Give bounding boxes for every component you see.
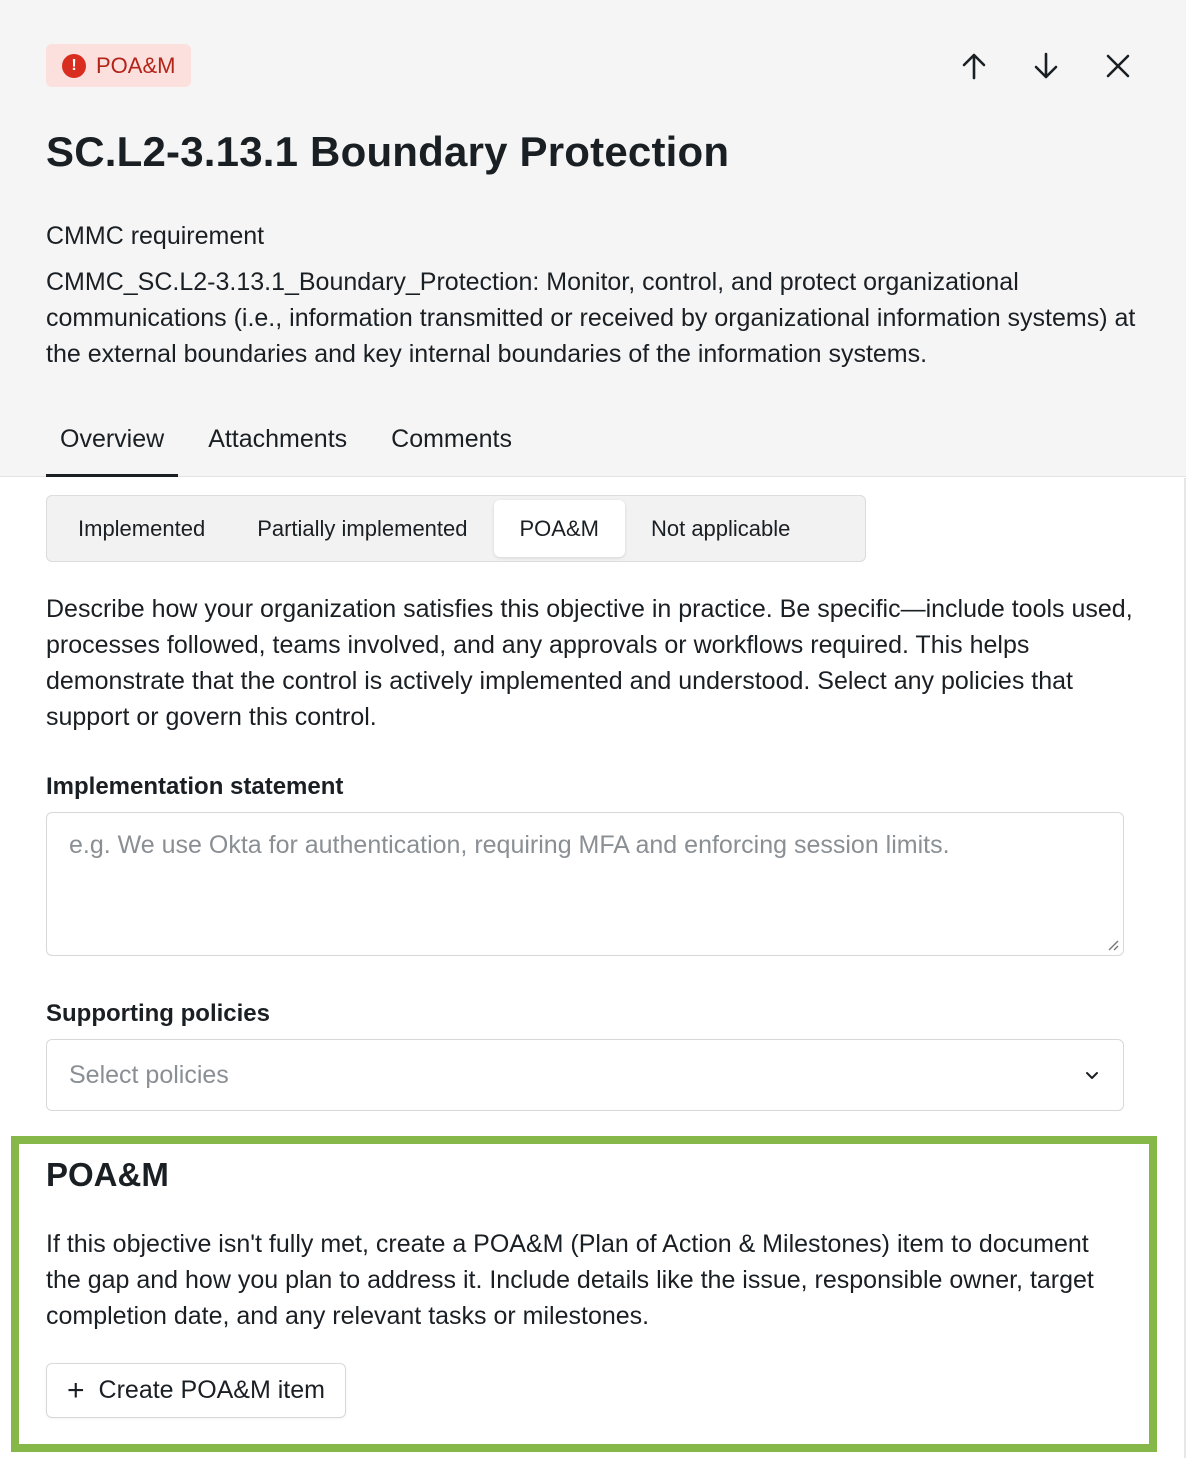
response-selector — [46, 495, 866, 562]
panel-header — [0, 0, 1186, 477]
create-poam-item-label: Create POA&M item — [98, 1376, 325, 1404]
requirement-label: CMMC requirement — [46, 222, 265, 250]
supporting-policies-select[interactable] — [46, 1039, 1124, 1111]
arrow-down-icon[interactable] — [1028, 48, 1064, 84]
status-badge — [46, 44, 191, 87]
response-option-partially-implemented[interactable]: Partially implemented — [257, 515, 468, 541]
page-title: SC.L2-3.13.1 Boundary Protection — [46, 128, 730, 175]
create-poam-item-button[interactable] — [46, 1363, 346, 1418]
implementation-statement-label: Implementation statement — [46, 773, 344, 800]
supporting-policies-label: Supporting policies — [46, 1000, 271, 1027]
chevron-down-icon — [1083, 1066, 1101, 1084]
supporting-policies-placeholder: Select policies — [69, 1060, 229, 1089]
response-option-not-applicable[interactable]: Not applicable — [650, 515, 791, 541]
response-description: Describe how your organization satisfies this objective in practice. Be specific—include tools used, processes followed, teams involved, and any approvals or workflows required. This helps demonstrate that the control is actively implemented and understood. Select any policies that support or govern this control. — [46, 595, 1133, 731]
arrow-up-icon[interactable] — [956, 48, 992, 84]
alert-icon: ! — [62, 54, 86, 78]
implementation-statement-input[interactable] — [46, 812, 1124, 956]
tab-overview[interactable]: Overview — [46, 418, 178, 477]
requirement-text: CMMC_SC.L2-3.13.1_Boundary_Protection: Monitor, control, and protect organizational communications (i.e., information transmitted or received by organizational information systems) at the external boundaries and key internal boundaries of the information systems. — [46, 268, 1136, 368]
poam-section-description: If this objective isn't fully met, create a POA&M (Plan of Action & Milestones) item to document the gap and how you plan to address it. Include details like the issue, responsible owner, target completion date, and any relevant tasks or milestones. — [46, 1230, 1094, 1330]
plus-icon: + — [67, 1373, 85, 1407]
response-option-poam[interactable]: POA&M — [494, 500, 625, 557]
panel-nav — [956, 48, 1136, 84]
tab-comments[interactable]: Comments — [391, 425, 513, 453]
response-option-implemented[interactable]: Implemented — [78, 515, 206, 541]
implementation-statement-placeholder: e.g. We use Okta for authentication, requiring MFA and enforcing session limits. — [69, 831, 950, 859]
status-badge-label: POA&M — [96, 52, 176, 78]
resize-handle-icon[interactable] — [1105, 937, 1119, 951]
poam-section-title: POA&M — [46, 1156, 169, 1193]
close-icon[interactable] — [1100, 48, 1136, 84]
tab-attachments[interactable]: Attachments — [208, 425, 348, 453]
tab-bar — [46, 418, 542, 477]
